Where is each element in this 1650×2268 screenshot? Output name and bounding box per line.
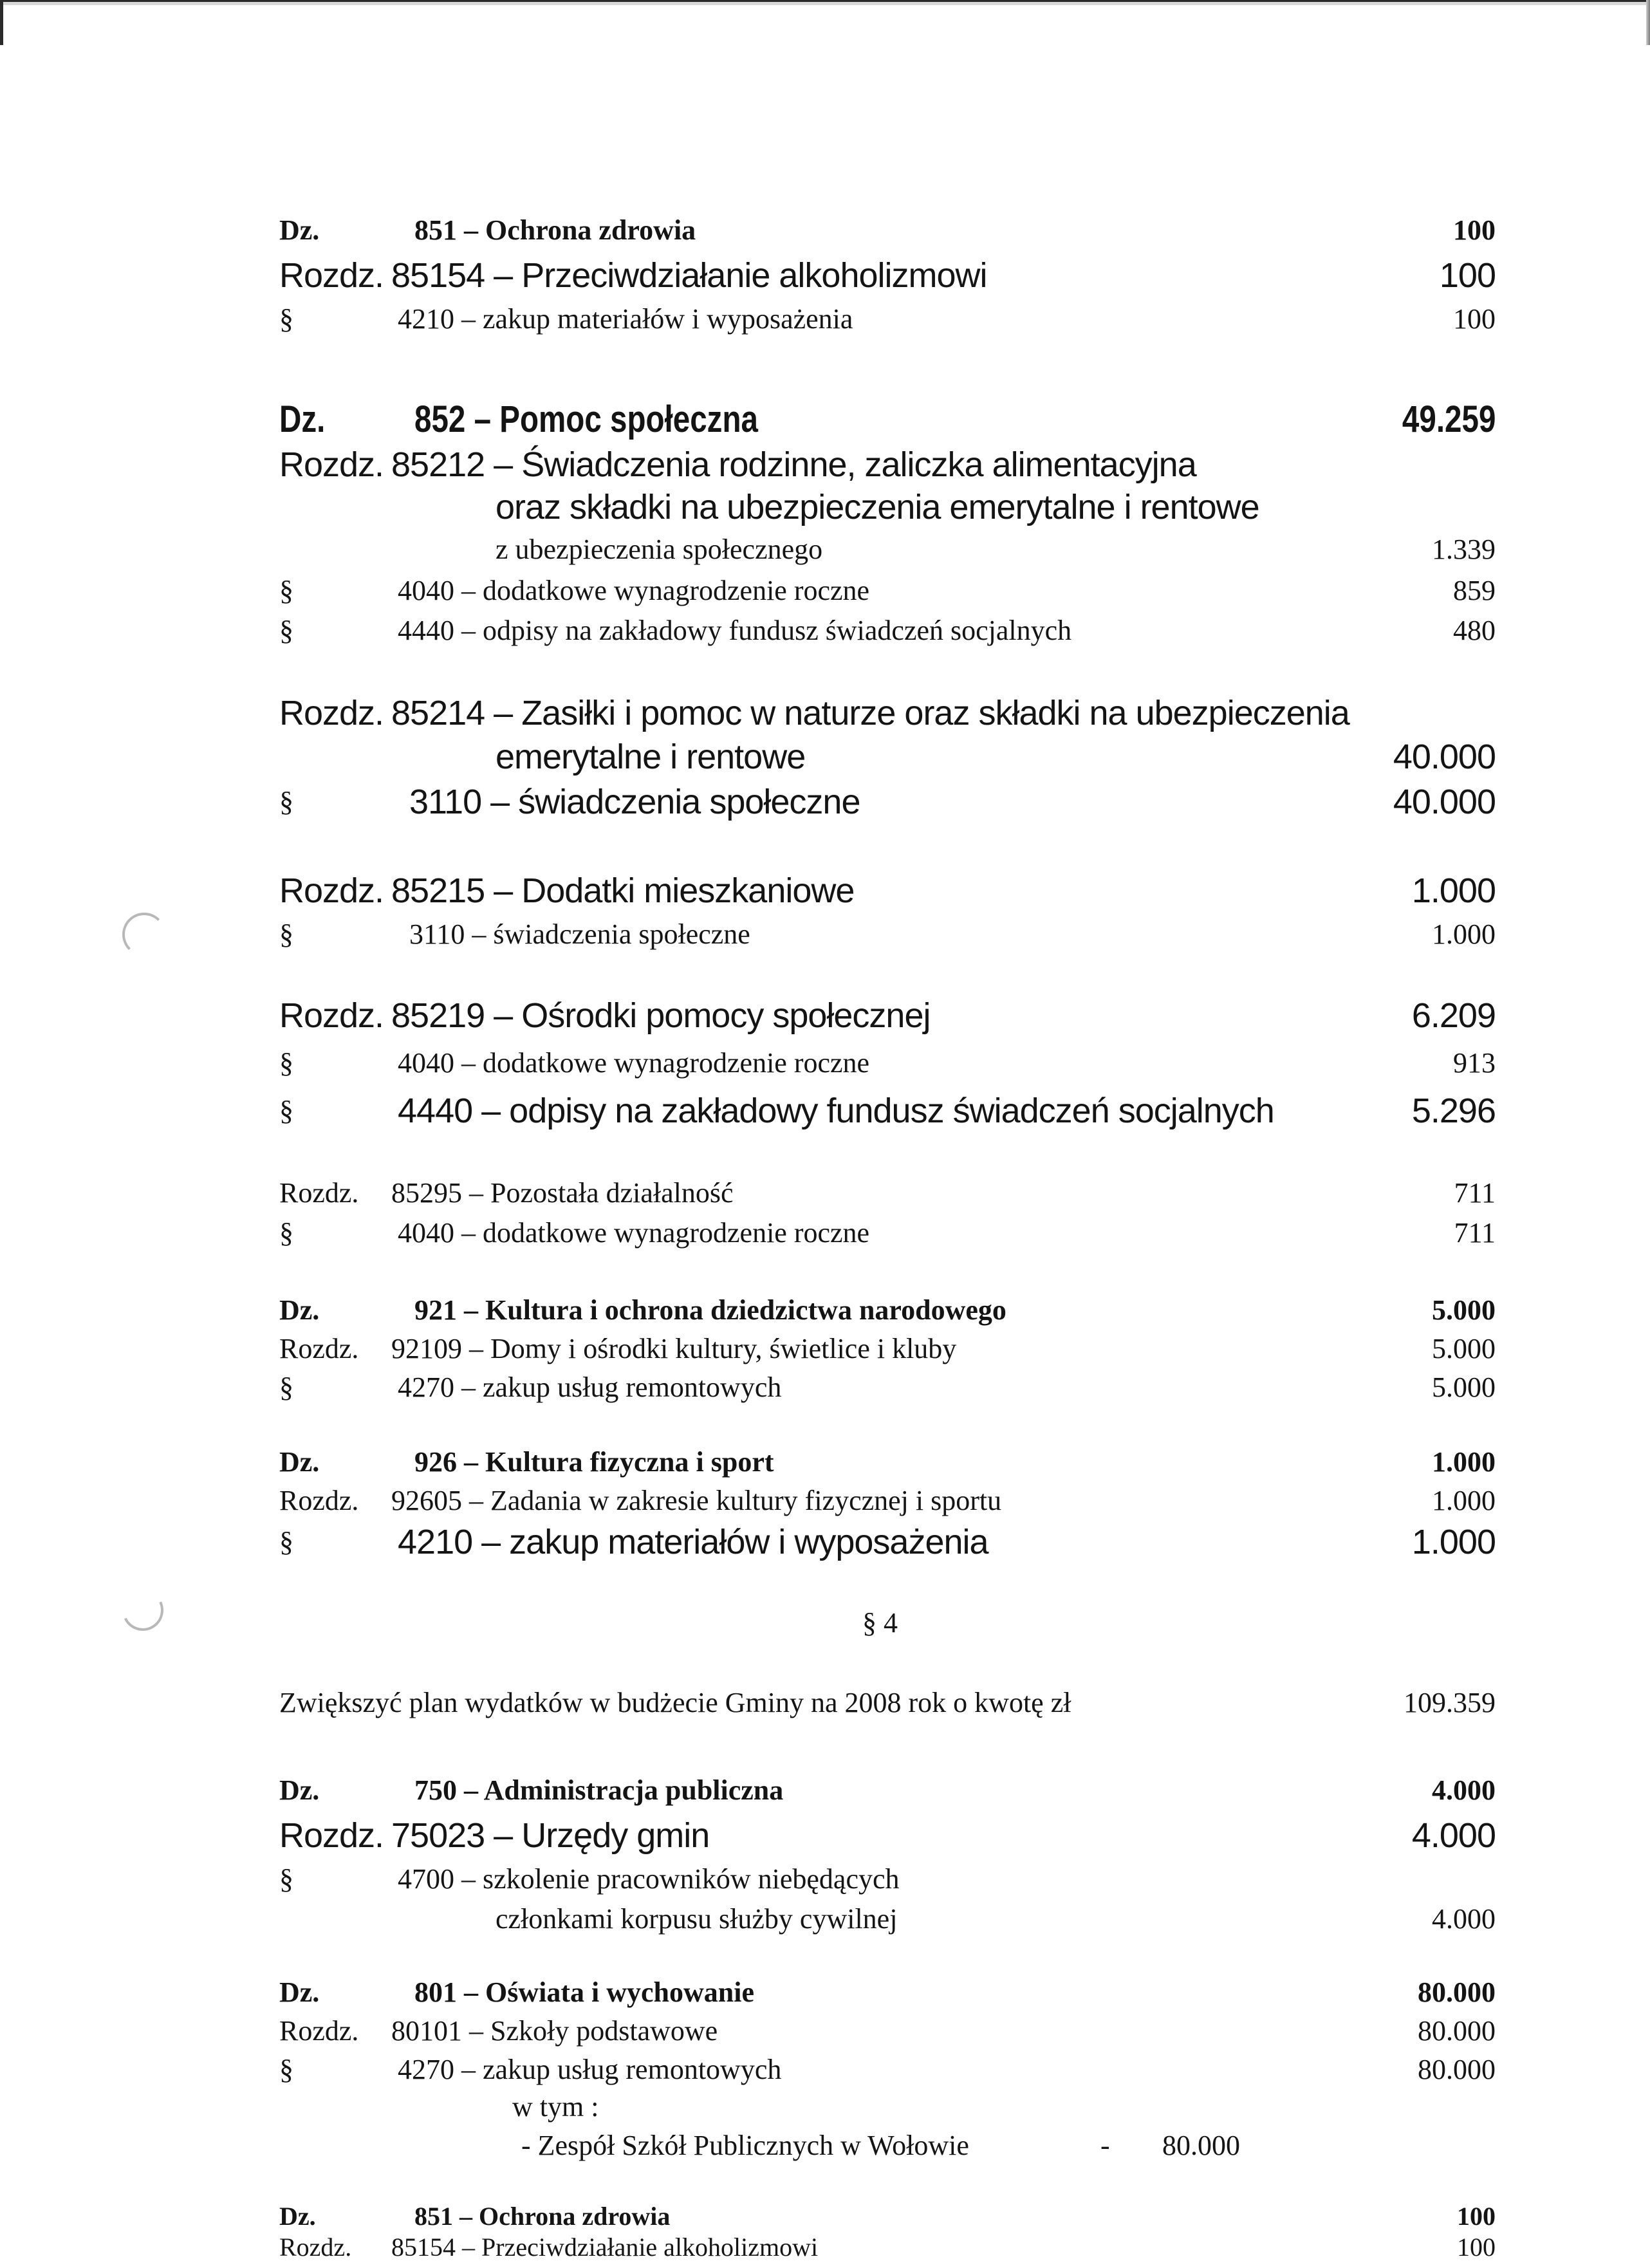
rozdz-label: Rozdz. xyxy=(279,996,384,1035)
paragraph-text: 4210 – zakup materiałów i wyposażenia xyxy=(398,1523,988,1561)
paragraph-amount: 80.000 xyxy=(1418,2054,1496,2085)
rozdz-label: Rozdz. xyxy=(279,2015,359,2047)
chapter-amount: 1.000 xyxy=(1411,871,1496,910)
paragraph-row xyxy=(0,781,1650,823)
chapter-amount: 40.000 xyxy=(1393,738,1496,776)
paragraph-amount: 40.000 xyxy=(1393,783,1496,821)
paragraph-number: § 4 xyxy=(862,1607,898,1639)
paragraph-text: 4270 – zakup usług remontowych xyxy=(398,1371,782,1403)
paragraph-sign: § xyxy=(279,1095,293,1126)
section-921-heading xyxy=(0,1290,1650,1331)
paragraph-text: 4440 – odpisy na zakładowy fundusz świadczeń socjalnych xyxy=(398,1092,1274,1130)
rozdz-label: Rozdz. xyxy=(279,1333,359,1364)
chapter-amount: 1.339 xyxy=(1432,534,1496,565)
paragraph-text: 4700 – szkolenie pracowników niebędących xyxy=(398,1863,900,1895)
division-amount: 49.259 xyxy=(1402,398,1496,440)
division-amount: 4.000 xyxy=(1432,1774,1496,1806)
chapter-text: 85214 – Zasiłki i pomoc w naturze oraz składki na ubezpieczenia xyxy=(391,694,1349,732)
paragraph-text: 3110 – świadczenia społeczne xyxy=(409,918,750,950)
chapter-row xyxy=(0,1480,1650,1521)
item-amount: 80.000 xyxy=(1162,2130,1240,2161)
including-label xyxy=(0,2087,1650,2128)
paragraph-text: 3110 – świadczenia społeczne xyxy=(409,783,860,821)
chapter-amount: 100 xyxy=(1439,256,1496,295)
dz-label: Dz. xyxy=(279,214,320,246)
paragraph-row xyxy=(0,610,1650,651)
paragraph-sign: § xyxy=(279,1047,293,1079)
chapter-text: 92109 – Domy i ośrodki kultury, świetlice i kluby xyxy=(391,1333,957,1364)
chapter-text: 92605 – Zadania w zakresie kultury fizycznej i sportu xyxy=(391,1485,1002,1516)
rozdz-label: Rozdz. xyxy=(279,445,384,484)
paragraph-amount: 100 xyxy=(1453,303,1496,335)
paragraph-amount: 859 xyxy=(1453,575,1496,606)
paragraph-row xyxy=(0,1367,1650,1408)
paragraph-row xyxy=(0,1521,1650,1563)
paragraph-text: 4270 – zakup usług remontowych xyxy=(398,2054,782,2085)
including-text: w tym : xyxy=(512,2091,599,2123)
paragraph-amount: 480 xyxy=(1453,615,1496,646)
paragraph-text: 4440 – odpisy na zakładowy fundusz świadczeń socjalnych xyxy=(398,615,1072,646)
paragraph-text: 4040 – dodatkowe wynagrodzenie roczne xyxy=(398,1047,870,1079)
chapter-text: 80101 – Szkoły podstawowe xyxy=(391,2015,718,2047)
dz-label: Dz. xyxy=(279,398,326,440)
paragraph-sign: § xyxy=(279,786,293,817)
chapter-row xyxy=(0,995,1650,1036)
scan-edge-left xyxy=(0,0,3,45)
paragraph-row xyxy=(0,1043,1650,1084)
section-852-heading xyxy=(0,399,1650,440)
paragraph-amount: 4.000 xyxy=(1432,1903,1496,1935)
section-801-heading xyxy=(0,1972,1650,2013)
chapter-text: 85215 – Dodatki mieszkaniowe xyxy=(391,871,855,910)
paragraph-sign: § xyxy=(279,1526,293,1557)
chapter-amount: 4.000 xyxy=(1411,1816,1496,1855)
division-title: 921 – Kultura i ochrona dziedzictwa narodowego xyxy=(414,1294,1006,1326)
paragraph-heading xyxy=(0,1603,1650,1644)
paragraph-row xyxy=(0,1213,1650,1254)
division-amount: 100 xyxy=(1457,2202,1496,2231)
chapter-text: z ubezpieczenia społecznego xyxy=(496,534,823,565)
paragraph-sign: § xyxy=(279,1217,293,1249)
chapter-amount: 100 xyxy=(1457,2233,1496,2262)
paragraph-amount: 711 xyxy=(1454,1217,1496,1249)
chapter-amount: 711 xyxy=(1454,1177,1496,1209)
including-item xyxy=(0,2125,1650,2166)
section-750-heading xyxy=(0,1770,1650,1811)
item-dash: - xyxy=(1100,2130,1110,2161)
paragraph-sign: § xyxy=(279,303,293,335)
paragraph-sign: § xyxy=(279,615,293,646)
chapter-amount: 6.209 xyxy=(1411,996,1496,1035)
division-title: 851 – Ochrona zdrowia xyxy=(414,214,696,246)
chapter-text: 85154 – Przeciwdziałanie alkoholizmowi xyxy=(391,2233,819,2262)
chapter-row xyxy=(0,870,1650,911)
section-926-heading xyxy=(0,1442,1650,1483)
scan-edge-top xyxy=(0,0,1650,5)
division-title: 852 – Pomoc społeczna xyxy=(414,398,758,440)
division-amount: 1.000 xyxy=(1432,1446,1496,1478)
rozdz-label: Rozdz. xyxy=(279,1177,359,1209)
division-amount: 5.000 xyxy=(1432,1294,1496,1326)
division-title: 851 – Ochrona zdrowia xyxy=(414,2202,671,2231)
paragraph-amount: 913 xyxy=(1453,1047,1496,1079)
chapter-text: 75023 – Urzędy gmin xyxy=(391,1816,710,1855)
chapter-row xyxy=(0,444,1650,485)
rozdz-label: Rozdz. xyxy=(279,2233,352,2262)
dz-label: Dz. xyxy=(279,1294,320,1326)
division-title: 926 – Kultura fizyczna i sport xyxy=(414,1446,774,1478)
paragraph-sign: § xyxy=(279,1863,293,1895)
chapter-text: emerytalne i rentowe xyxy=(496,738,806,776)
paragraph-row xyxy=(0,2049,1650,2090)
chapter-row xyxy=(0,692,1650,734)
dz-label: Dz. xyxy=(279,2202,316,2231)
chapter-text: 85154 – Przeciwdziałanie alkoholizmowi xyxy=(391,256,987,295)
paragraph-text: 4040 – dodatkowe wynagrodzenie roczne xyxy=(398,1217,870,1249)
paragraph-sign: § xyxy=(279,1371,293,1403)
rozdz-label: Rozdz. xyxy=(279,871,384,910)
chapter-row xyxy=(0,2227,1650,2268)
increase-text: Zwiększyć plan wydatków w budżecie Gminy na 2008 rok o kwotę zł xyxy=(279,1687,1071,1718)
paragraph-row xyxy=(0,570,1650,611)
paragraph-row xyxy=(0,299,1650,340)
scan-edge-right xyxy=(1646,0,1650,45)
paragraph-row xyxy=(0,914,1650,955)
rozdz-label: Rozdz. xyxy=(279,694,384,732)
chapter-row xyxy=(0,2011,1650,2052)
increase-amount: 109.359 xyxy=(1404,1687,1496,1718)
paragraph-amount: 1.000 xyxy=(1411,1523,1496,1561)
chapter-row-continued xyxy=(0,736,1650,777)
division-amount: 100 xyxy=(1453,214,1496,246)
paragraph-amount: 5.000 xyxy=(1432,1371,1496,1403)
chapter-amount: 5.000 xyxy=(1432,1333,1496,1364)
increase-statement xyxy=(0,1682,1650,1724)
chapter-text: oraz składki na ubezpieczenia emerytalne i rentowe xyxy=(496,488,1259,526)
paragraph-text: członkami korpusu służby cywilnej xyxy=(496,1903,898,1935)
paragraph-sign: § xyxy=(279,575,293,606)
section-851-heading xyxy=(0,210,1650,251)
dz-label: Dz. xyxy=(279,1976,320,2008)
chapter-row xyxy=(0,255,1650,296)
paragraph-row-continued xyxy=(0,1899,1650,1940)
chapter-row xyxy=(0,1173,1650,1214)
paragraph-row xyxy=(0,1859,1650,1900)
paragraph-text: 4040 – dodatkowe wynagrodzenie roczne xyxy=(398,575,870,606)
paragraph-sign: § xyxy=(279,918,293,950)
chapter-text: 85295 – Pozostała działalność xyxy=(391,1177,734,1209)
paragraph-amount: 5.296 xyxy=(1411,1092,1496,1130)
chapter-row xyxy=(0,1815,1650,1856)
dz-label: Dz. xyxy=(279,1774,320,1806)
chapter-text: 85212 – Świadczenia rodzinne, zaliczka alimentacyjna xyxy=(391,445,1196,484)
dz-label: Dz. xyxy=(279,1446,320,1478)
rozdz-label: Rozdz. xyxy=(279,1485,359,1516)
chapter-row xyxy=(0,1328,1650,1370)
rozdz-label: Rozdz. xyxy=(279,1816,384,1855)
paragraph-row xyxy=(0,1090,1650,1131)
paragraph-amount: 1.000 xyxy=(1432,918,1496,950)
rozdz-label: Rozdz. xyxy=(279,256,384,295)
division-title: 801 – Oświata i wychowanie xyxy=(414,1976,754,2008)
division-amount: 80.000 xyxy=(1418,1976,1496,2008)
chapter-amount: 80.000 xyxy=(1418,2015,1496,2047)
paragraph-sign: § xyxy=(279,2054,293,2085)
division-title: 750 – Administracja publiczna xyxy=(414,1774,784,1806)
chapter-row-continued xyxy=(0,487,1650,528)
chapter-text: 85219 – Ośrodki pomocy społecznej xyxy=(391,996,931,1035)
item-text: - Zespół Szkół Publicznych w Wołowie xyxy=(521,2130,969,2161)
chapter-row-continued xyxy=(0,529,1650,570)
paragraph-text: 4210 – zakup materiałów i wyposażenia xyxy=(398,303,853,335)
chapter-amount: 1.000 xyxy=(1432,1485,1496,1516)
